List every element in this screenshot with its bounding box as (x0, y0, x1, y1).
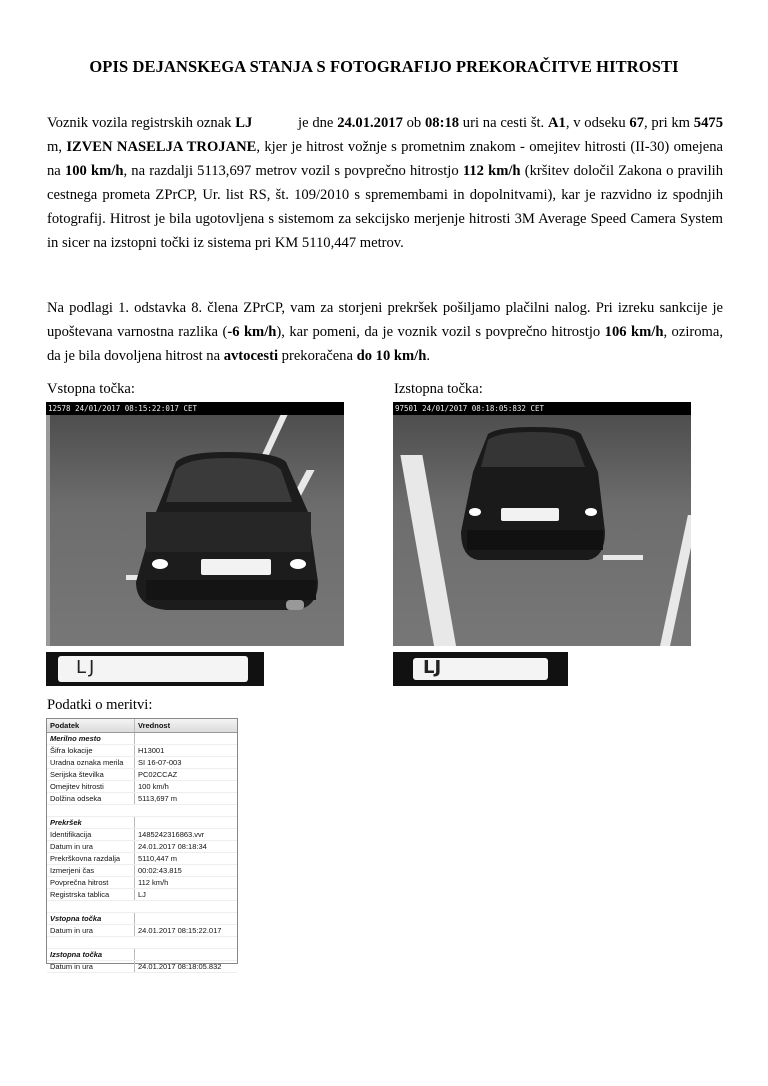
table-row: Omejitev hitrosti 100 km/h (47, 781, 237, 793)
road-km: 5475 (693, 115, 723, 131)
entry-photo (46, 402, 344, 646)
adjusted-speed: 106 km/h (604, 324, 664, 340)
road-type: avtocesti (223, 348, 279, 364)
section-merilno-mesto: Merilno mesto (47, 733, 237, 745)
entry-plate-text: LJ (76, 657, 98, 678)
table-header (47, 719, 237, 733)
violation-description: Voznik vozila registrskih oznak LJ je dne 24.01.2017 ob 08:18 uri na cesti št. A1, v odseku 67, pri km 5475 m, IZVEN NASELJA TROJANE, kjer je hitrost vožnje s prometnim znakom - omejitev hitrosti (II-30) omejena na 100 km/h, na razdalji 5113,697 metrov vozil s povprečno hitrostjo 112 km/h (kršitev določil Zakona o pravilih cestnega prometa ZPrCP, Ur. list RS, št. 109/2010 s spremembami in dopolnitvami), kar je razvidno iz spodnjih fotografij. Hitrost je bila ugotovljena s sistemom za sekcijsko merjenje hitrosti 3M Average Speed Camera System in sicer na izstopni točki iz sistema pri KM 5110,447 metrov. (47, 115, 723, 251)
violation-date: 24.01.2017 (337, 115, 403, 131)
road-section: 67 (629, 115, 644, 131)
measurement-data-label: Podatki o meritvi: (47, 697, 153, 713)
exit-point-label: Izstopna točka: (394, 381, 483, 397)
measured-speed: 112 km/h (462, 163, 521, 179)
entry-point-label: Vstopna točka: (47, 381, 135, 397)
entry-timestamp: 12578 24/01/2017 08:15:22:017 CET (46, 402, 344, 415)
section-izstopna-tocka: Izstopna točka (47, 949, 237, 961)
table-row: Identifikacija 1485242316863.vvr (47, 829, 237, 841)
column-header-vrednost: Vrednost (138, 721, 171, 730)
table-row: Prekrškovna razdalja 5110,447 m (47, 853, 237, 865)
table-row: Uradna oznaka merila SI 16-07-003 (47, 757, 237, 769)
excess-speed: do 10 km/h (356, 348, 427, 364)
car-rear-view (453, 422, 613, 572)
exit-photo (393, 402, 691, 646)
table-row: Šifra lokacije H13001 (47, 745, 237, 757)
section-vstopna-tocka: Vstopna točka (47, 913, 237, 925)
plate-number: LJ (235, 115, 253, 131)
speed-limit: 100 km/h (64, 163, 124, 179)
exit-timestamp: 97501 24/01/2017 08:18:05:832 CET (393, 402, 691, 415)
violation-time: 08:18 (424, 115, 460, 131)
sanction-description: Na podlagi 1. odstavka 8. člena ZPrCP, vam za storjeni prekršek pošiljamo plačilni nalog. Pri izreku sankcije je upoštevana varnostna razlika (-6 km/h), kar pomeni, da je voznik vozil s povprečno hitrostjo 106 km/h, oziroma, da je bila dovoljena hitrost na avtocesti prekoračena do 10 km/h. (47, 300, 724, 364)
safety-margin: -6 km/h (227, 324, 277, 340)
table-row: Datum in ura 24.01.2017 08:18:34 (47, 841, 237, 853)
document-title: OPIS DEJANSKEGA STANJA S FOTOGRAFIJO PREKORAČITVE HITROSTI (89, 57, 679, 76)
location: IZVEN NASELJA TROJANE (66, 139, 257, 155)
table-row: Izmerjeni čas 00:02:43.815 (47, 865, 237, 877)
table-row: Serijska številka PC02CCAZ (47, 769, 237, 781)
column-header-podatek: Podatek (47, 719, 135, 732)
measurement-table (46, 718, 238, 971)
exit-plate-text: LJ (423, 657, 442, 678)
table-row: Povprečna hitrost 112 km/h (47, 877, 237, 889)
exit-plate-crop (393, 652, 568, 686)
section-prekrsek: Prekršek (47, 817, 237, 829)
road-number: A1 (547, 115, 566, 131)
entry-plate-crop (46, 652, 264, 686)
table-row: Datum in ura 24.01.2017 08:15:22.017 (47, 925, 237, 937)
table-row: Datum in ura 24.01.2017 08:18:05.832 (47, 961, 237, 973)
car-rear-view (126, 442, 326, 622)
table-row: Dolžina odseka 5113,697 m (47, 793, 237, 805)
table-row: Registrska tablica LJ (47, 889, 237, 901)
